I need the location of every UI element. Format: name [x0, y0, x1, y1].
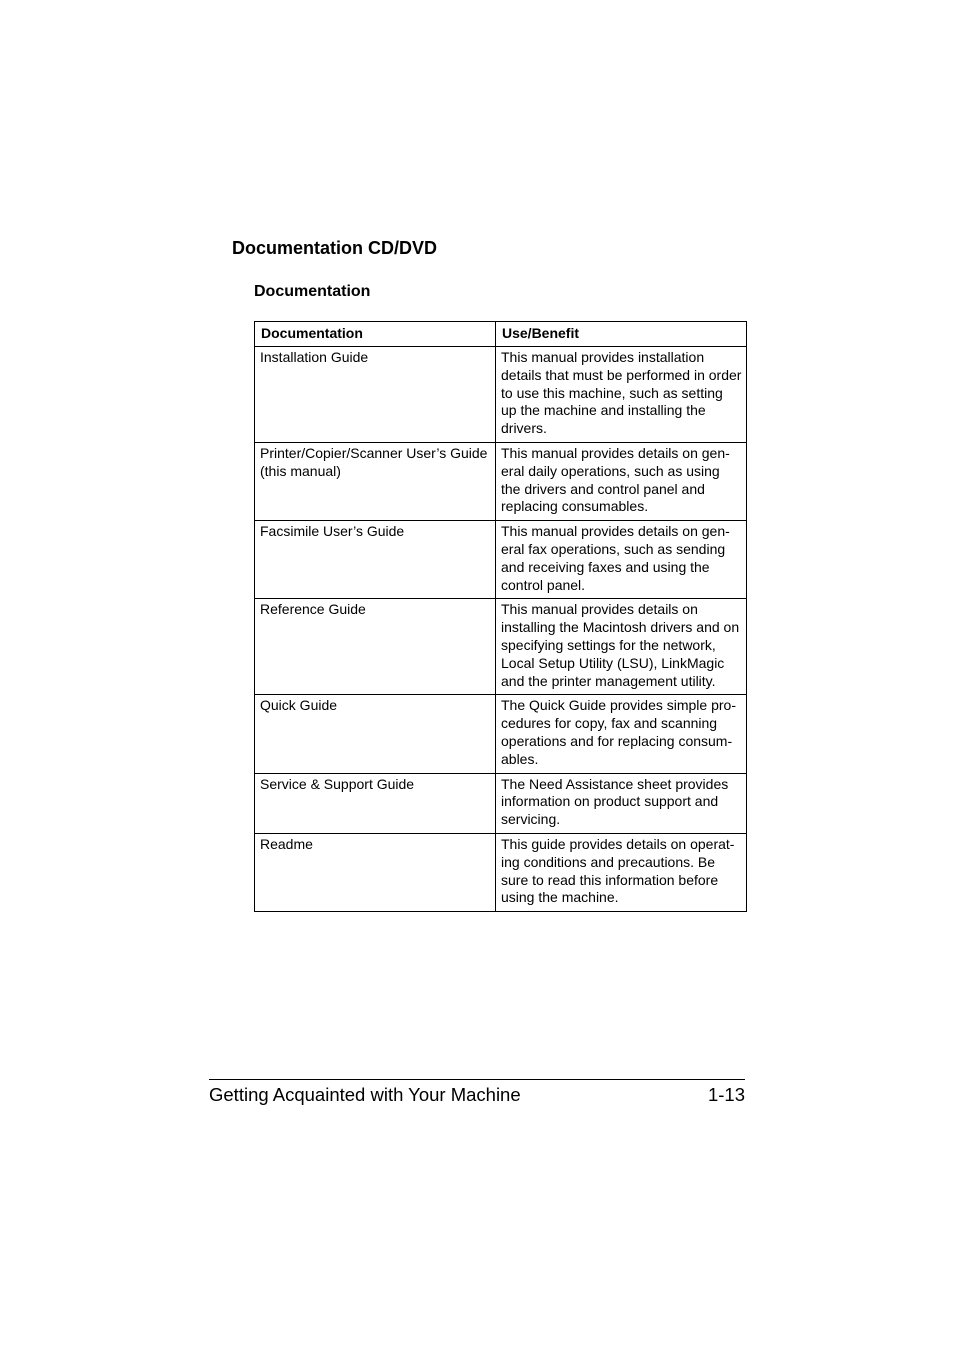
- sub-title: Documentation: [254, 283, 371, 300]
- use-benefit-cell: This guide provides details on operat-ing conditions and precautions. Be sure to read this information before using the machine.: [496, 833, 747, 911]
- use-benefit-cell: This manual provides details on gen-eral daily operations, such as using the drivers and control panel and replacing consumables.: [496, 442, 747, 520]
- documentation-cell: Service & Support Guide: [255, 773, 496, 833]
- table-row: [255, 599, 747, 695]
- documentation-cell: Printer/Copier/Scanner User’s Guide (this manual): [255, 442, 496, 520]
- column-header-documentation: Documentation: [255, 322, 496, 347]
- use-benefit-cell: This manual provides installation details that must be performed in order to use this machine, such as setting up the machine and installing the drivers.: [496, 347, 747, 443]
- column-header-use-benefit: Use/Benefit: [496, 322, 747, 347]
- documentation-cell: Reference Guide: [255, 599, 496, 695]
- table-row: [255, 773, 747, 833]
- documentation-cell: Readme: [255, 833, 496, 911]
- use-benefit-cell: This manual provides details on gen-eral fax operations, such as sending and receiving faxes and using the control panel.: [496, 521, 747, 599]
- use-benefit-cell: The Quick Guide provides simple pro-cedures for copy, fax and scanning operations and for replacing consum-ables.: [496, 695, 747, 773]
- use-benefit-cell: The Need Assistance sheet provides information on product support and servicing.: [496, 773, 747, 833]
- use-benefit-cell: This manual provides details on installing the Macintosh drivers and on specifying settings for the network, Local Setup Utility (LSU), LinkMagic and the printer management utility.: [496, 599, 747, 695]
- documentation-cell: Quick Guide: [255, 695, 496, 773]
- table-row: [255, 695, 747, 773]
- table-row: [255, 521, 747, 599]
- documentation-table: [254, 321, 747, 912]
- page-number: 1-13: [707, 1084, 745, 1105]
- table-row: [255, 442, 747, 520]
- table-header-row: [255, 322, 747, 347]
- section-title: Documentation CD/DVD: [232, 238, 438, 258]
- table-row: [255, 833, 747, 911]
- documentation-cell: Installation Guide: [255, 347, 496, 443]
- footer-chapter-title: Getting Acquainted with Your Machine: [209, 1084, 521, 1105]
- documentation-cell: Facsimile User’s Guide: [255, 521, 496, 599]
- footer-divider: [209, 1079, 745, 1080]
- table-row: [255, 347, 747, 443]
